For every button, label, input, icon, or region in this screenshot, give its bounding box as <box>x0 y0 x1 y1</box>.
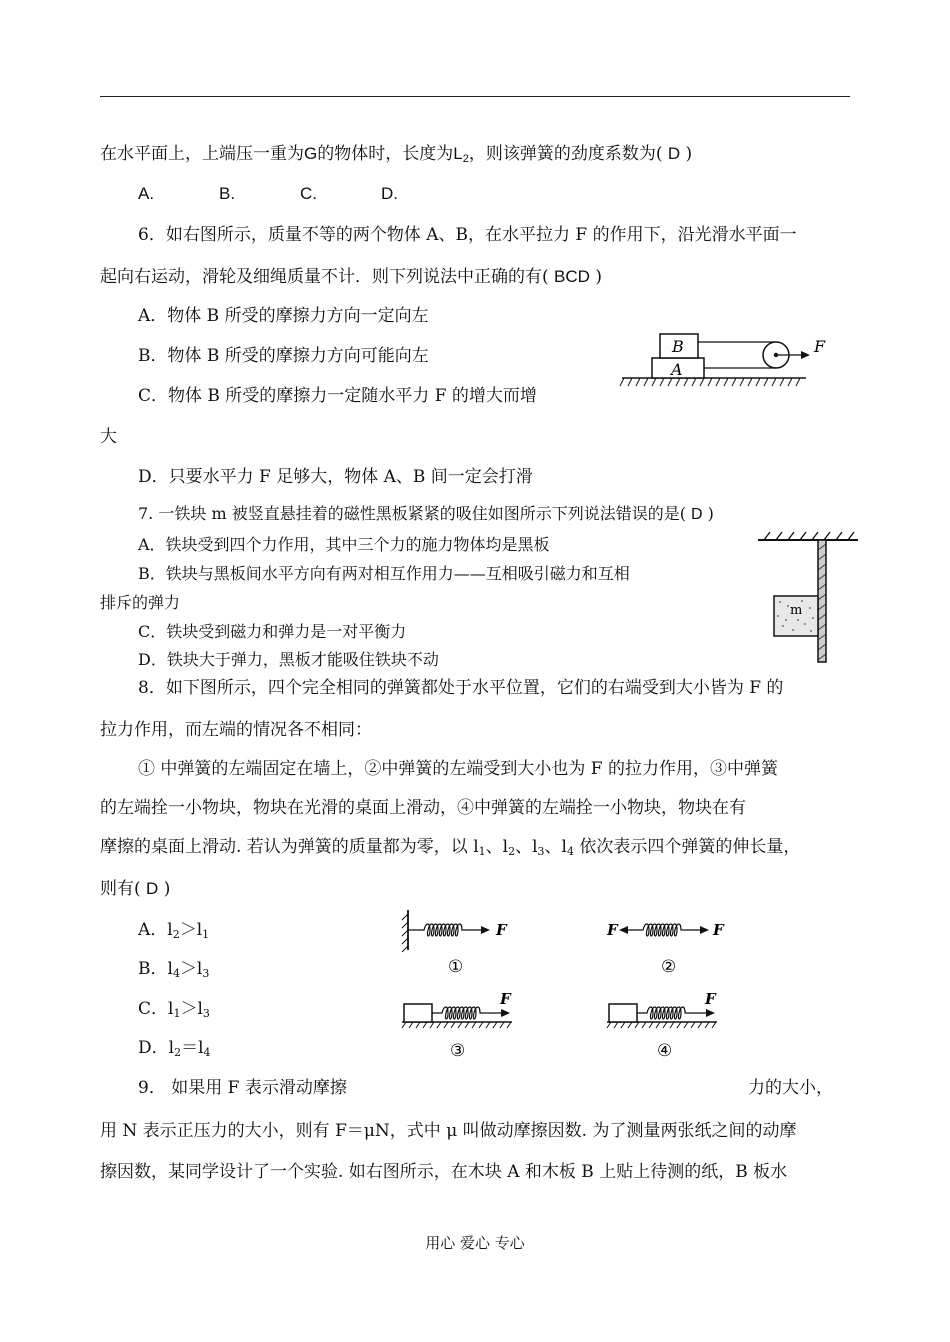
q5-option-a: A. <box>138 184 155 203</box>
text: ) <box>589 267 602 287</box>
q7-option-c: C．铁块受到磁力和弹力是一对平衡力 <box>138 622 407 641</box>
text: 在水平面上，上端压一重为 <box>100 144 304 164</box>
subscript: 1 <box>202 928 210 941</box>
q9-stem-line3: 擦因数，某同学设计了一个实验. 如右图所示，在木块 A 和木板 B 上贴上待测的纸，B 板水 <box>100 1162 788 1182</box>
q8-stem-line1: 8．如下图所示，四个完全相同的弹簧都处于水平位置，它们的右端受到大小皆为 F 的 <box>138 678 784 698</box>
q6-option-b: B．物体 B 所受的摩擦力方向可能向左 <box>138 346 429 366</box>
q6-stem-line1: 6．如右图所示，质量不等的两个物体 A、B，在水平拉力 F 的作用下，沿光滑水平面一 <box>138 225 797 245</box>
text: C．l <box>138 999 174 1019</box>
subscript: 2 <box>462 153 469 165</box>
text: ，则该弹簧的劲度系数为( <box>468 144 668 164</box>
text: ＞l <box>179 920 203 940</box>
subscript: 2 <box>172 928 180 941</box>
q8-stem-line4: 的左端拴一小物块，物块在光滑的桌面上滑动，④中弹簧的左端拴一小物块，物块在有 <box>100 798 746 818</box>
small-block <box>609 1004 637 1022</box>
subscript: 3 <box>202 967 210 980</box>
text: ) <box>680 144 693 164</box>
subscript: 4 <box>203 1046 211 1059</box>
q8-stem-line6 <box>100 878 170 900</box>
q7-option-b: B．铁块与黑板间水平方向有两对相互作用力——互相吸引磁力和互相 <box>138 564 630 583</box>
text: 、l <box>485 837 509 857</box>
q8-stem-line2: 拉力作用，而左端的情况各不相同： <box>100 720 372 740</box>
q5-option-d: D. <box>381 184 398 203</box>
q9-stem-line1-right: 力的大小， <box>748 1078 833 1098</box>
q5-option-b: B. <box>219 184 236 203</box>
text: 依次表示四个弹簧的伸长量， <box>573 837 801 857</box>
answer: D <box>691 506 703 523</box>
label-a: A <box>671 360 683 379</box>
q6-option-c: C．物体 B 所受的摩擦力一定随水平力 F 的增大而增 <box>138 386 537 406</box>
blackboard <box>818 540 826 662</box>
text: ＞l <box>179 959 203 979</box>
figure-number-3: ③ <box>450 1041 466 1061</box>
q7-stem <box>138 503 714 526</box>
magnet-board-figure <box>758 530 863 665</box>
q7-option-b-cont: 排斥的弹力 <box>100 593 181 612</box>
text: 起向右运动，滑轮及细绳质量不计．则下列说法中正确的有( <box>100 267 555 287</box>
text: B．l <box>138 959 173 979</box>
text: 、l <box>544 837 567 857</box>
subscript: 1 <box>478 845 486 858</box>
text: 、l <box>515 837 538 857</box>
subscript: 2 <box>508 845 516 858</box>
q7-option-d: D．铁块大于弹力，黑板才能吸住铁块不动 <box>138 650 439 669</box>
label-m: m <box>790 603 803 618</box>
label-f: F <box>814 337 826 356</box>
q5-option-c: C. <box>300 184 317 203</box>
text: 则有( <box>100 879 147 899</box>
subscript: 1 <box>173 1007 181 1020</box>
subscript: 4 <box>172 967 180 980</box>
subscript: 2 <box>174 1046 182 1059</box>
pulley-figure <box>620 330 840 395</box>
spring-figure-3 <box>400 988 530 1063</box>
q8-option-c <box>138 998 210 1020</box>
small-block <box>404 1004 432 1022</box>
q8-option-b <box>138 958 209 980</box>
spring-figure-2 <box>605 908 735 978</box>
force-label: F <box>705 990 716 1008</box>
figure-number-2: ② <box>661 957 677 977</box>
spring-figure-1 <box>400 908 530 978</box>
q6-option-d: D．只要水平力 F 足够大，物体 A、B 间一定会打滑 <box>138 467 533 487</box>
text: 7. 一铁块 m 被竖直悬挂着的磁性黑板紧紧的吸住如图所示下列说法错误的是( <box>138 504 692 523</box>
text: L <box>453 144 463 163</box>
subscript: 3 <box>202 1007 210 1020</box>
q5-stem-line <box>100 143 692 165</box>
text: G <box>304 144 318 163</box>
text: A．l <box>138 920 173 940</box>
q9-stem-line2: 用 N 表示正压力的大小，则有 F＝μN，式中 μ 叫做动摩擦因数. 为了测量两张纸之间的动摩 <box>100 1121 797 1141</box>
spring-figure-4 <box>605 988 735 1063</box>
q6-option-a: A．物体 B 所受的摩擦力方向一定向左 <box>138 306 429 326</box>
answer: BCD <box>554 267 590 286</box>
q8-option-d <box>138 1037 211 1059</box>
text: 摩擦的桌面上滑动. 若认为弹簧的质量都为零，以 l <box>100 837 479 857</box>
text: ) <box>158 879 171 899</box>
page-footer: 用心 爱心 专心 <box>425 1234 525 1252</box>
text: 的物体时，长度为 <box>317 144 454 164</box>
text: ＞l <box>180 999 203 1019</box>
figure-number-1: ① <box>448 957 464 977</box>
text: ＝l <box>181 1038 204 1058</box>
answer: D <box>667 144 681 163</box>
q9-stem-line1-left: 9． 如果用 F 表示滑动摩擦 <box>138 1078 347 1098</box>
force-label: F <box>713 921 724 939</box>
force-label: F <box>496 921 507 939</box>
header-rule <box>100 96 850 97</box>
q6-stem-line2 <box>100 266 602 288</box>
q8-option-a <box>138 919 209 941</box>
answer: D <box>146 879 159 898</box>
q6-option-c-cont: 大 <box>100 427 117 447</box>
text: D．l <box>138 1038 175 1058</box>
figure-number-4: ④ <box>657 1041 673 1061</box>
text: ) <box>702 504 714 523</box>
subscript: 3 <box>537 845 545 858</box>
label-b: B <box>672 337 684 356</box>
subscript: 4 <box>566 845 574 858</box>
q7-option-a: A．铁块受到四个力作用，其中三个力的施力物体均是黑板 <box>138 535 550 554</box>
force-label: F <box>607 921 618 939</box>
force-label: F <box>500 990 511 1008</box>
q8-stem-line3: ① 中弹簧的左端固定在墙上，②中弹簧的左端受到大小也为 F 的拉力作用，③中弹簧 <box>138 759 779 779</box>
q8-stem-line5 <box>100 836 800 858</box>
